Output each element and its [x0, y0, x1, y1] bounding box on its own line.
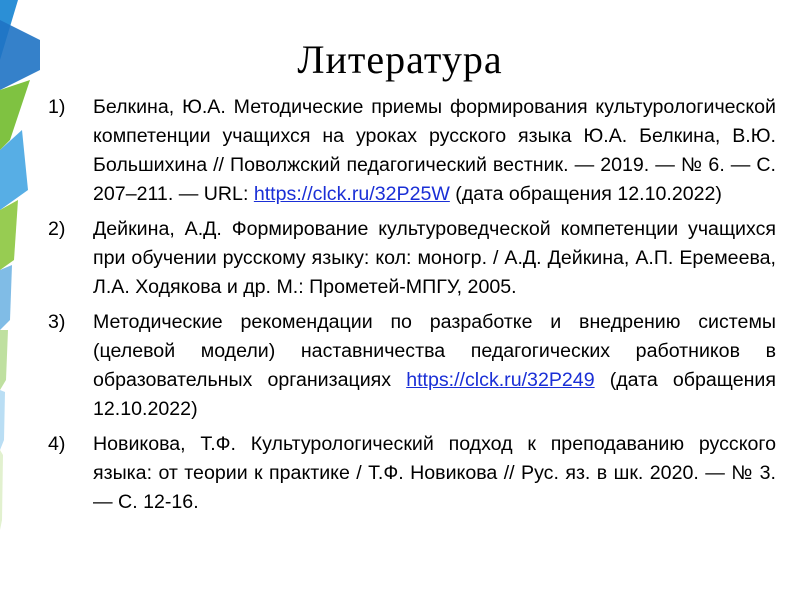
- reference-number: 1): [48, 96, 66, 118]
- reference-number: 2): [48, 218, 66, 240]
- reference-access-date: (дата обращения 12.10.2022): [449, 183, 722, 205]
- reference-link[interactable]: https://clck.ru/32P249: [406, 369, 595, 391]
- reference-text: Методические рекомендации по разработке и внедрению системы (целевой модели) наставничества педагогических работников в образовательных организациях: [93, 311, 776, 391]
- decorative-side-stripes: [0, 0, 40, 600]
- reference-item: [48, 93, 776, 209]
- reference-access-date: (дата обращения 12.10.2022): [93, 369, 776, 420]
- reference-link[interactable]: https://clck.ru/32P25W: [253, 183, 450, 205]
- reference-item: [48, 215, 776, 302]
- reference-text: Белкина, Ю.А. Методические приемы формирования культурологической компетенции учащихся на уроках русского языка Ю.А. Белкина, В.Ю. Большихина // Поволжский педагогический вестник. — 2019. — № 6. — С. 207–211. — URL:: [93, 96, 776, 205]
- reference-number: 4): [48, 433, 66, 455]
- reference-number: 3): [48, 311, 66, 333]
- slide-title: Литература: [297, 37, 503, 82]
- reference-item: [48, 308, 776, 424]
- reference-text: Дейкина, А.Д. Формирование культуроведческой компетенции учащихся при обучении русскому языку: кол: моногр. / А.Д. Дейкина, А.П. Еремеева, Л.А. Ходякова и др. М.: Прометей-МПГУ, 2005.: [93, 218, 776, 298]
- reference-item: [48, 430, 776, 517]
- reference-text: Новикова, Т.Ф. Культурологический подход к преподаванию русского языка: от теории к практике / Т.Ф. Новикова // Рус. яз. в шк. 2020. — № 3. — С. 12-16.: [93, 433, 776, 513]
- reference-list: [48, 93, 776, 523]
